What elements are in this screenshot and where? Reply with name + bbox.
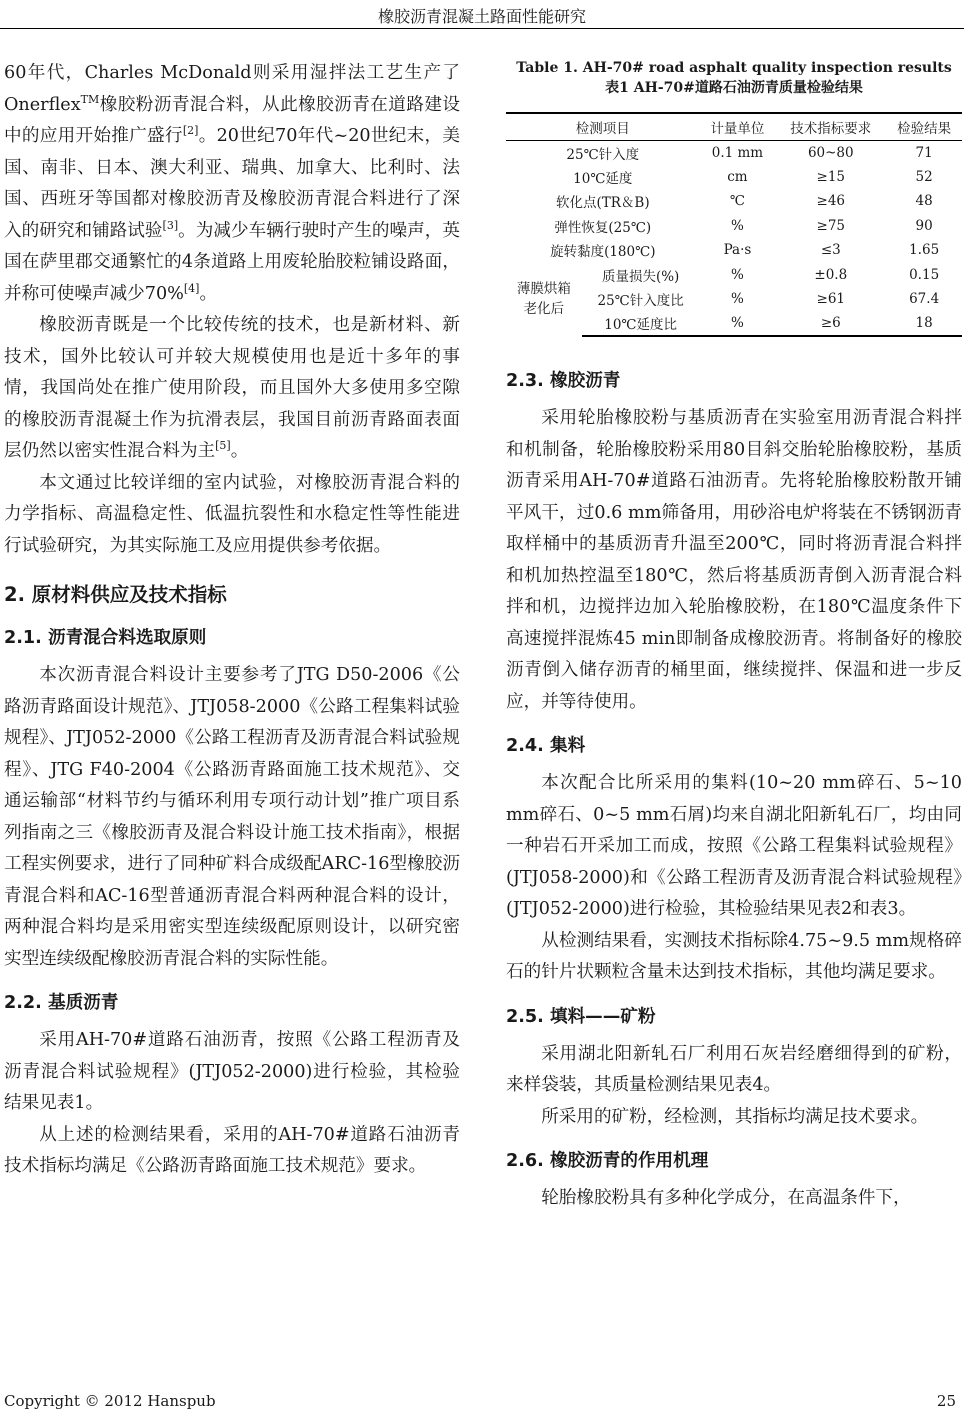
section-2-4-title: 2.4. 集料 xyxy=(506,736,586,756)
section-2-3-title: 2.3. 橡胶沥青 xyxy=(506,371,621,391)
citation-3: [3] xyxy=(162,218,179,232)
table-row xyxy=(506,263,962,288)
cell-requirement: ≥75 xyxy=(816,217,846,234)
paragraph-mechanism: 轮胎橡胶粉具有多种化学成分，在高温条件下， xyxy=(541,1188,911,1208)
section-2-1-title: 2.1. 沥青混合料选取原则 xyxy=(4,628,207,648)
cell-result: 67.4 xyxy=(909,291,940,308)
cell-unit: Pa·s xyxy=(723,242,752,259)
citation-5: [5] xyxy=(215,439,231,453)
cell-unit: ℃ xyxy=(729,193,745,210)
citation-2: [2] xyxy=(182,124,199,138)
cell-result: 0.15 xyxy=(909,266,940,283)
header-requirement: 技术指标要求 xyxy=(775,113,886,140)
cell-unit: cm xyxy=(727,168,748,185)
cell-item: 质量损失(%) xyxy=(601,268,680,285)
cell-unit: % xyxy=(731,217,744,234)
table-row xyxy=(506,165,962,190)
header-unit: 计量单位 xyxy=(700,113,776,140)
cell-requirement: 60~80 xyxy=(807,144,854,161)
cell-item: 旋转黏度(180℃) xyxy=(550,244,656,261)
paragraph-rubber-asphalt: 采用轮胎橡胶粉与基质沥青在实验室用沥青混合料拌和机制备，轮胎橡胶粉采用80目斜交胎轮胎橡胶粉，基质沥青采用AH-70#道路石油沥青。先将轮胎橡胶粉散开铺平风干，过0.6 mm筛备用，用砂浴电炉将装在不锈钢沥青取样桶中的基质沥青升温至200℃，同时将沥青混合料拌和机加热控温至180℃，然后将基质沥青倒入沥青混合料拌和机，边搅拌边加入轮胎橡胶粉，在180℃温度条件下高速搅拌混炼45 min即制备成橡胶沥青。将制备好的橡胶沥青倒入储存沥青的桶里面，继续搅拌、保温和进一步反应，并等待使用。 xyxy=(506,408,962,712)
footer-page-number: 25 xyxy=(936,1392,956,1410)
cell-requirement: ≥15 xyxy=(816,168,846,185)
cell-result: 1.65 xyxy=(909,242,940,259)
cell-item: 25℃针入度 xyxy=(566,146,640,163)
cell-item: 10℃延度比 xyxy=(582,312,700,337)
cell-result: 18 xyxy=(886,312,962,337)
cell-unit: % xyxy=(700,312,776,337)
citation-4: [4] xyxy=(183,281,200,295)
paragraph-filler-result: 所采用的矿粉，经检测，其指标均满足技术要求。 xyxy=(541,1106,929,1127)
cell-requirement: ≥61 xyxy=(816,291,846,308)
table-1-caption-zh: 表1 AH-70#道路石油沥青质量检验结果 xyxy=(605,80,863,96)
cell-result: 71 xyxy=(915,144,933,161)
header-result: 检验结果 xyxy=(886,113,962,140)
cell-requirement: ≥46 xyxy=(816,193,846,210)
cell-unit: % xyxy=(731,291,744,308)
cell-item: 弹性恢复(25℃) xyxy=(554,219,652,236)
cell-item: 10℃延度 xyxy=(573,170,633,187)
table-row xyxy=(506,140,962,165)
paragraph-purpose: 本文通过比较详细的室内试验，对橡胶沥青混合料的力学指标、高温稳定性、低温抗裂性和水稳定性等性能进行试验研究，为其实际施工及应用提供参考依据。 xyxy=(4,472,460,556)
paragraph-base-asphalt: 采用AH-70#道路石油沥青，按照《公路工程沥青及沥青混合料试验规程》(JTJ052-2000)进行检验，其检验结果见表1。 xyxy=(4,1030,460,1113)
cell-group-label: 薄膜烘箱 老化后 xyxy=(516,281,571,318)
section-2-6-title: 2.6. 橡胶沥青的作用机理 xyxy=(506,1151,709,1171)
paragraph-filler: 采用湖北阳新轧石厂利用石灰岩经磨细得到的矿粉，来样袋装，其质量检测结果见表4。 xyxy=(506,1043,962,1095)
cell-result: 48 xyxy=(915,193,933,210)
cell-item: 25℃针入度比 xyxy=(597,293,684,310)
left-column xyxy=(4,58,460,1183)
cell-result: 90 xyxy=(915,217,933,234)
right-column xyxy=(506,58,962,1215)
section-2-title: 2. 原材料供应及技术指标 xyxy=(4,583,227,606)
running-header: 橡胶沥青混凝土路面性能研究 xyxy=(377,7,586,26)
cell-unit: 0.1 mm xyxy=(711,144,764,161)
cell-requirement: ≥6 xyxy=(775,312,886,337)
paragraph-status: 橡胶沥青既是一个比较传统的技术，也是新材料、新技术，国外比较认可并较大规模使用也是近十多年的事情，我国尚处在推广使用阶段，而且国外大多使用多空隙的橡胶沥青混凝土作为抗滑表层，我国目前沥青路面表面层仍然以密实性混合料为主[5]。 xyxy=(4,315,460,461)
cell-requirement: ≤3 xyxy=(820,242,841,259)
header-rule xyxy=(0,28,964,29)
header-item: 检测项目 xyxy=(506,113,700,140)
table-header-row xyxy=(506,113,962,140)
paragraph-design-basis: 本次沥青混合料设计主要参考了JTG D50-2006《公路沥青路面设计规范》、JTJ058-2000《公路工程集料试验规程》、JTJ052-2000《公路工程沥青及沥青混合料试验规程》、JTG F40-2004《公路沥青路面施工技术规范》、交通运输部“材料节约与循环利用专项行动计划”推广项目系列指南之三《橡胶沥青及混合料设计施工技术指南》，根据工程实例要求，进行了同种矿料合成级配ARC-16型橡胶沥青混合料和AC-16型普通沥青混合料两种混合料的设计，两种混合料均是采用密实型连续级配原则设计，以研究密实型连续级配橡胶沥青混合料的实际性能。 xyxy=(4,665,460,969)
cell-result: 52 xyxy=(915,168,933,185)
section-2-2-title: 2.2. 基质沥青 xyxy=(4,993,119,1013)
paragraph-aggregate: 本次配合比所采用的集料(10~20 mm碎石、5~10 mm碎石、0~5 mm石屑)均来自湖北阳新轧石厂，均由同一种岩石开采加工而成，按照《公路工程集料试验规程》(JTJ058-2000)和《公路工程沥青及沥青混合料试验规程》(JTJ052-2000)进行检验，其检验结果见表2和表3。 xyxy=(506,773,962,919)
cell-item: 软化点(TR＆B) xyxy=(555,195,650,212)
table-1-caption-en: Table 1. AH-70# road asphalt quality inspection results xyxy=(516,60,952,76)
table-row xyxy=(506,189,962,214)
paragraph-aggregate-result: 从检测结果看，实测技术指标除4.75~9.5 mm规格碎石的针片状颗粒含量未达到技术指标，其他均满足要求。 xyxy=(506,930,962,982)
table-row xyxy=(506,238,962,263)
section-2-5-title: 2.5. 填料——矿粉 xyxy=(506,1006,656,1027)
table-row xyxy=(506,214,962,239)
footer-copyright: Copyright © 2012 Hanspub xyxy=(4,1392,216,1410)
cell-unit: % xyxy=(731,266,744,283)
paragraph-history: 60年代，Charles McDonald则采用湿拌法工艺生产了Onerflex™橡胶粉沥青混合料，从此橡胶沥青在道路建设中的应用开始推广盛行[2]。20世纪70年代~20世纪末，美国、南非、日本、澳大利亚、瑞典、加拿大、比利时、法国、西班牙等国都对橡胶沥青及橡胶沥青混合料进行了深入的研究和铺路试验[3]。为减少车辆行驶时产生的噪声，英国在萨里郡交通繁忙的4条道路上用废轮胎胶粒铺设路面，并称可使噪声减少70%[4]。 xyxy=(4,63,460,304)
cell-requirement: ±0.8 xyxy=(814,266,848,283)
paragraph-base-asphalt-conclusion: 从上述的检测结果看，采用的AH-70#道路石油沥青技术指标均满足《公路沥青路面施工技术规范》要求。 xyxy=(4,1124,460,1176)
table-1 xyxy=(506,112,962,337)
